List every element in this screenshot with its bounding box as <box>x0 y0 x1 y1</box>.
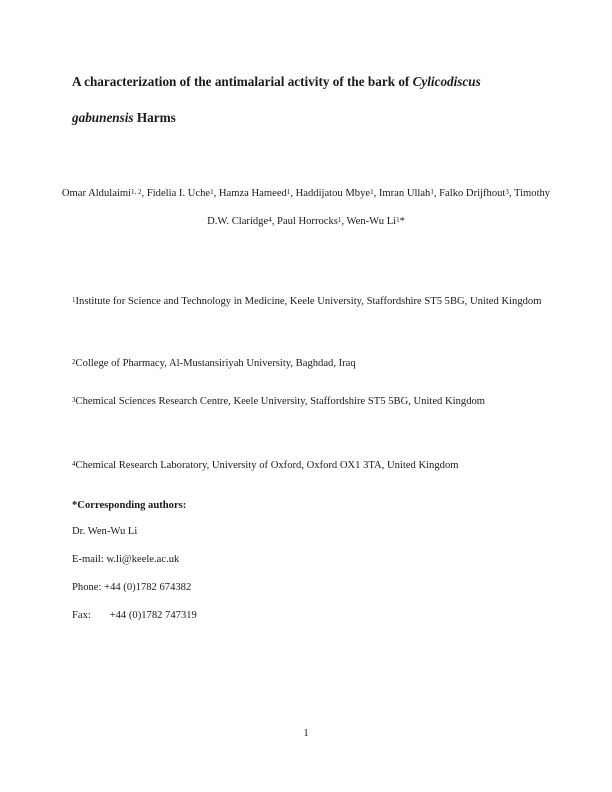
title-species-epithet: gabunensis <box>72 110 134 125</box>
author-separator: , <box>433 188 440 199</box>
author-name: Omar Aldulaimi <box>61 188 132 199</box>
author-affiliation-mark: 1 <box>396 216 400 224</box>
fax-number: +44 (0)1782 747319 <box>109 610 197 621</box>
affiliation-number: 3 <box>72 396 76 404</box>
author-name: Timothy D.W. Claridge <box>207 188 551 227</box>
author-affiliation-mark: 1 <box>430 188 434 196</box>
email-link[interactable]: w.li@keele.ac.uk <box>106 554 180 565</box>
affiliation-text: College of Pharmacy, Al-Mustansiriyah University, Baghdad, Iraq <box>75 358 356 369</box>
author-name: Falko Drijfhout <box>439 188 506 199</box>
author-name: Fidelia I. Uche <box>146 188 211 199</box>
affiliation-4 <box>72 452 542 480</box>
author-name: Paul Horrocks <box>276 216 338 227</box>
author-separator: , <box>271 216 277 227</box>
affiliation-text: Chemical Research Laboratory, University of Oxford, Oxford OX1 3TA, United Kingdom <box>75 460 459 471</box>
title-text-part2: Harms <box>133 110 176 125</box>
affiliation-1 <box>72 288 542 316</box>
author-affiliation-mark: 1 <box>210 188 214 196</box>
corresponding-heading: *Corresponding authors: <box>72 500 187 511</box>
author-affiliation-mark: 1 <box>286 188 291 196</box>
fax-label: Fax: <box>72 610 91 621</box>
author-name: Wen-Wu Li <box>346 216 397 227</box>
phone-line <box>72 574 191 602</box>
author-affiliation-mark: 1 <box>337 216 342 224</box>
author-affiliation-mark: 3 <box>505 188 509 196</box>
affiliation-3 <box>72 388 542 416</box>
author-list <box>60 180 552 236</box>
author-separator: , <box>508 188 514 199</box>
affiliation-2 <box>72 350 542 378</box>
email-line <box>72 546 179 574</box>
author-name: Imran Ullah <box>378 188 431 199</box>
fax-line <box>72 602 197 630</box>
title-text-part1: A characterization of the antimalarial activity of the bark of <box>72 74 413 89</box>
author-name: Haddijatou Mbye <box>295 188 371 199</box>
corresponding-name: Dr. Wen-Wu Li <box>72 526 138 537</box>
author-separator: , <box>290 188 296 199</box>
affiliation-text: Institute for Science and Technology in Medicine, Keele University, Staffordshire ST5 5BG, United Kingdom <box>75 296 542 307</box>
author-separator: , <box>141 188 147 199</box>
author-affiliation-mark: 4 <box>268 216 272 224</box>
paper-title <box>72 64 542 136</box>
author-separator: , <box>341 216 347 227</box>
phone-number: +44 (0)1782 674382 <box>104 582 192 593</box>
email-label: E-mail: <box>72 554 104 565</box>
affiliation-number: 1 <box>72 296 76 304</box>
phone-label: Phone: <box>72 582 102 593</box>
author-separator: , <box>213 188 219 199</box>
affiliation-text: Chemical Sciences Research Centre, Keele University, Staffordshire ST5 5BG, United Kingdom <box>75 396 486 407</box>
affiliation-number: 4 <box>72 460 76 468</box>
title-species-genus: Cylicodiscus <box>412 74 481 89</box>
author-separator: * <box>399 216 405 227</box>
author-affiliation-mark: 1, 2 <box>131 188 142 196</box>
author-name: Hamza Hameed <box>218 188 287 199</box>
author-affiliation-mark: 1 <box>370 188 374 196</box>
page-number: 1 <box>303 728 309 739</box>
affiliation-number: 2 <box>72 358 76 366</box>
author-separator: , <box>373 188 379 199</box>
